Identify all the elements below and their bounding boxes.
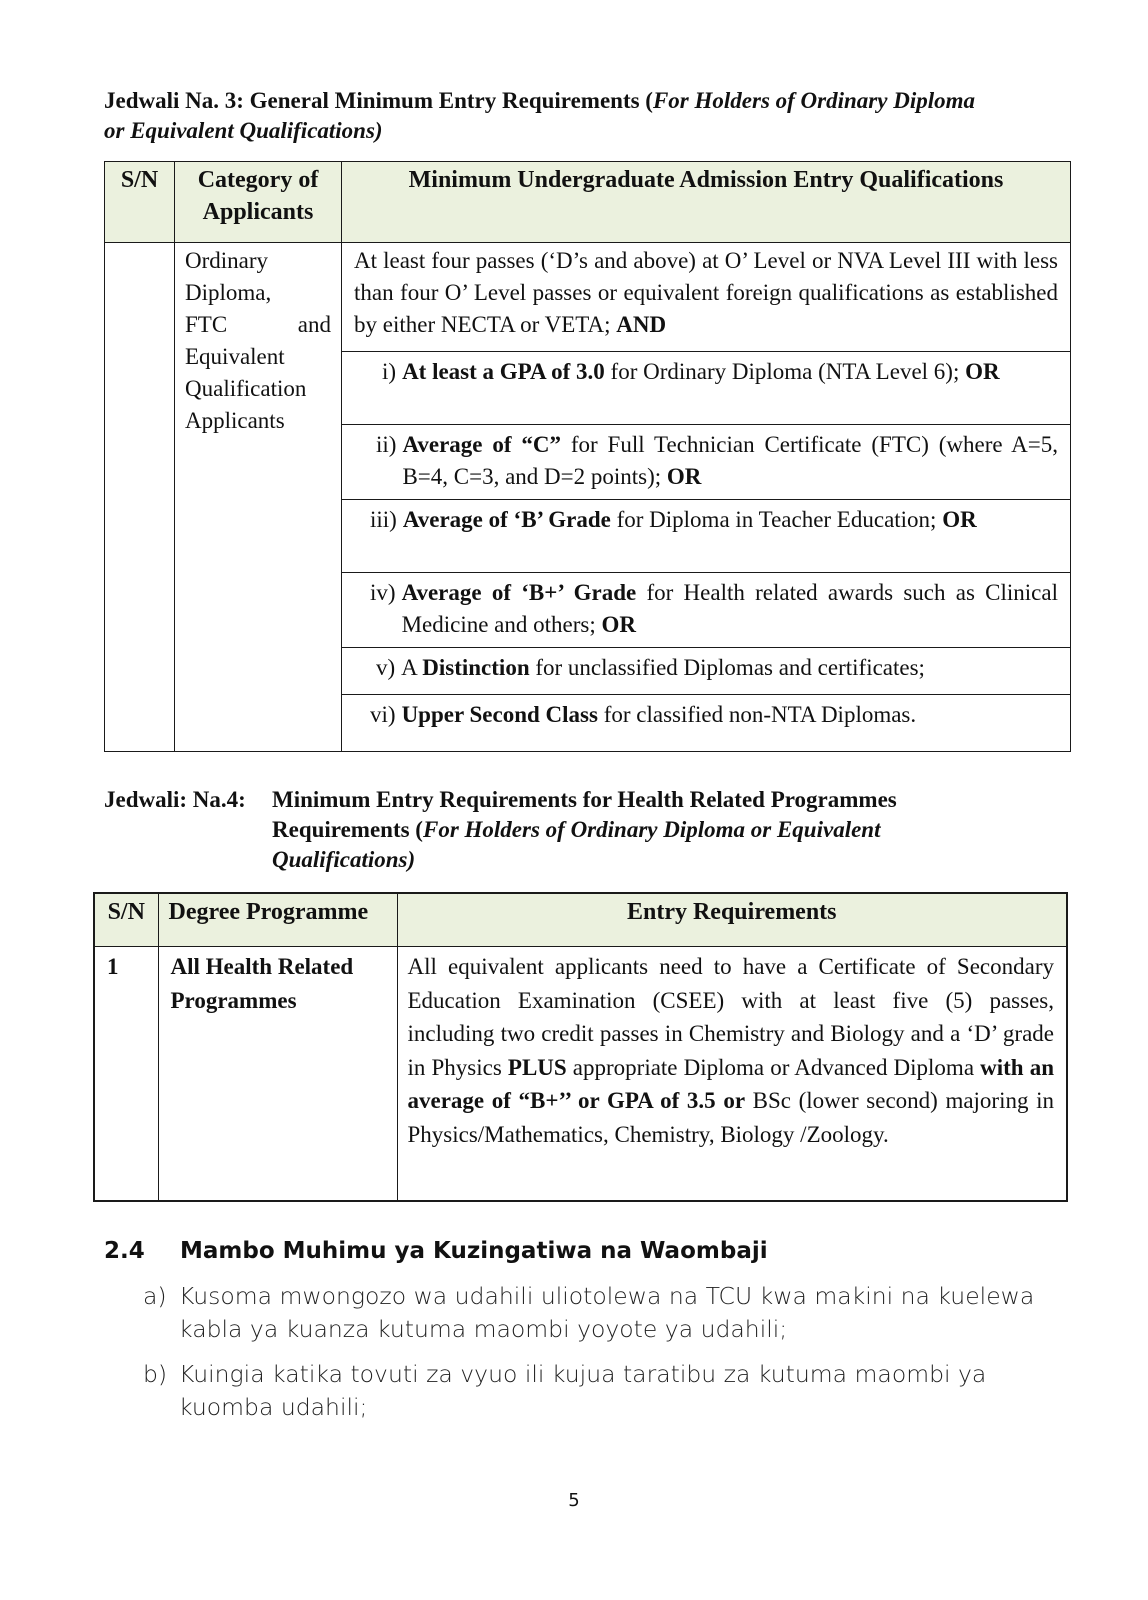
category-line: Qualification	[185, 376, 307, 401]
criterion-text	[402, 356, 1058, 388]
criterion-text	[402, 699, 1058, 731]
table4-caption-label: Jedwali: Na.4:	[104, 787, 246, 812]
table4-caption-text	[272, 785, 984, 875]
criterion-item	[376, 429, 1058, 493]
table4-caption-bold: Minimum Entry Requirements for Health Related Programmes Requirements (	[272, 787, 897, 842]
intro-text: At least four passes (‘D’s and above) at O’ Level or NVA Level III with less than four O’ Level passes or equivalent foreign qualifications as established by either NECTA or VETA;	[354, 248, 1058, 337]
criterion-body: for classified non-NTA Diplomas.	[597, 702, 917, 727]
criterion-cell	[342, 648, 1071, 695]
criterion-cell	[342, 500, 1071, 573]
criterion-body: for unclassified Diplomas and certificates;	[529, 655, 925, 680]
row-degree: All Health Related Programmes	[158, 947, 397, 1202]
list-text: Kusoma mwongozo wa udahili uliotolewa na TCU kwa makini na kuelewa kabla ya kuanza kutuma maombi yoyote ya udahili;	[179, 1282, 1035, 1343]
criterion-cell	[342, 425, 1071, 500]
req-plus: PLUS	[507, 1054, 567, 1080]
criterion-item	[382, 356, 1058, 388]
req-average: with an average of “B+’’ or GPA of 3.5 or	[407, 1054, 1054, 1114]
criterion-or: OR	[666, 464, 702, 489]
list-item	[143, 1280, 1043, 1346]
list-text: Kuingia katika tovuti za vyuo ili kujua taratibu za kutuma maombi ya kuomba udahili;	[179, 1360, 987, 1421]
criterion-num: i)	[382, 359, 397, 384]
table-4-health-entry	[93, 892, 1068, 1202]
table3-caption	[104, 86, 984, 146]
category-line: Diploma,	[185, 280, 272, 305]
criterion-body: for Full Technician Certificate (FTC) (where A=5, B=4, C=3, and D=2 points);	[402, 432, 1058, 489]
criterion-num: vi)	[370, 702, 396, 727]
criterion-num: ii)	[376, 432, 397, 457]
criterion-item	[370, 577, 1058, 641]
header-category: Category of Applicants	[175, 162, 342, 243]
sn-cell-empty	[105, 243, 175, 752]
criterion-text	[402, 577, 1058, 641]
category-line: Applicants	[185, 408, 285, 433]
table4-caption-italic: For Holders of Ordinary Diploma or Equivalent Qualifications)	[272, 817, 881, 872]
row-sn: 1	[94, 947, 158, 1202]
header-sn: S/N	[94, 893, 158, 947]
criterion-num: v)	[376, 655, 396, 680]
criterion-bold: Average of “C”	[402, 432, 561, 457]
req-text: All equivalent applicants need to have a Certificate of Secondary Education Examination (CSEE) with at least five (5) passes, including two credit passes in Chemistry and Biology and a ‘D’ grade in Physics	[407, 954, 1054, 1080]
criterion-bold: Average of ‘B’ Grade	[402, 507, 611, 532]
list-item	[143, 1358, 1043, 1424]
row-entry-requirements	[397, 947, 1067, 1202]
header-qualifications: Minimum Undergraduate Admission Entry Qualifications	[342, 162, 1071, 243]
intro-and: AND	[616, 312, 667, 337]
criterion-bold: Upper Second Class	[401, 702, 598, 727]
criterion-cell	[342, 352, 1071, 425]
criterion-body: for Diploma in Teacher Education;	[610, 507, 943, 532]
category-line: FTC	[185, 312, 228, 337]
section-number: 2.4	[104, 1238, 145, 1264]
criterion-or: OR	[965, 359, 1000, 384]
table-3-general-entry	[104, 161, 1071, 752]
category-line-ftc	[185, 309, 331, 341]
criterion-num: iii)	[370, 507, 397, 532]
table3-header-row	[105, 162, 1071, 243]
criterion-bold: Distinction	[422, 655, 530, 680]
criterion-text	[403, 504, 1058, 536]
criterion-text	[402, 429, 1058, 493]
header-sn: S/N	[105, 162, 175, 243]
page-number: 5	[568, 1490, 580, 1511]
category-line: and	[297, 312, 331, 337]
table4-row	[94, 947, 1067, 1202]
table3-caption-italic: For Holders of Ordinary Diploma or Equivalent Qualifications)	[104, 88, 975, 143]
criterion-pre: A	[401, 655, 423, 680]
list-marker: a)	[143, 1282, 167, 1310]
criterion-bold: At least a GPA of 3.0	[402, 359, 605, 384]
criterion-cell	[342, 695, 1071, 752]
req-text: BSc (lower second) majoring in Physics/Mathematics, Chemistry, Biology /Zoology.	[407, 1088, 1054, 1147]
req-text: appropriate Diploma or Advanced Diploma	[566, 1054, 981, 1080]
criterion-or: OR	[942, 507, 977, 532]
criterion-item	[376, 652, 1058, 684]
category-cell	[175, 243, 342, 752]
criterion-num: iv)	[370, 580, 396, 605]
header-degree: Degree Programme	[158, 893, 397, 947]
table3-caption-bold: Jedwali Na. 3: General Minimum Entry Requirements (	[104, 88, 653, 113]
header-entry: Entry Requirements	[397, 893, 1067, 947]
criterion-item	[370, 504, 1058, 536]
table4-caption	[104, 785, 984, 875]
table3-intro-row	[105, 243, 1071, 352]
criterion-or: OR	[601, 612, 636, 637]
criterion-text	[401, 652, 1058, 684]
criterion-body: for Ordinary Diploma (NTA Level 6);	[604, 359, 966, 384]
category-line: Ordinary	[185, 248, 269, 273]
criterion-item	[370, 699, 1058, 731]
criterion-body: for Health related awards such as Clinical Medicine and others;	[401, 580, 1058, 637]
intro-cell	[342, 243, 1071, 352]
criterion-cell	[342, 573, 1071, 648]
section-title-text: Mambo Muhimu ya Kuzingatiwa na Waombaji	[180, 1238, 768, 1264]
category-line: Equivalent	[185, 344, 285, 369]
section-title	[104, 1238, 768, 1264]
list-marker: b)	[143, 1360, 168, 1388]
table4-header-row	[94, 893, 1067, 947]
criterion-bold: Average of ‘B+’ Grade	[401, 580, 637, 605]
